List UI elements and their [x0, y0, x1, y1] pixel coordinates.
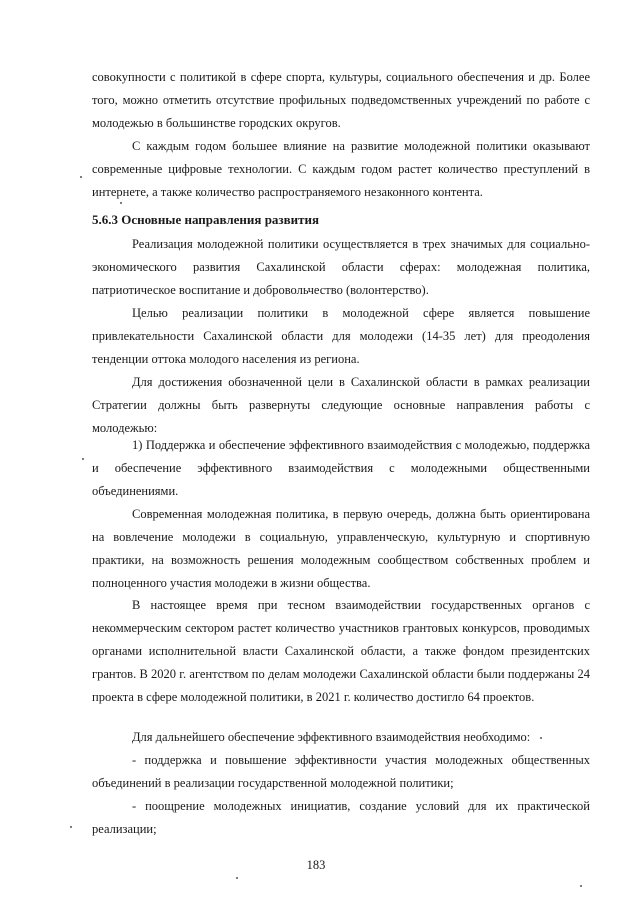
- paragraph-item-1: 1) Поддержка и обеспечение эффективного взаимодействия с молодежью, поддержка и обеспечение эффективного взаимодействия с молодежными общественными объединениями.: [92, 438, 590, 498]
- paragraph-modern-policy: Современная молодежная политика, в первую очередь, должна быть ориентирована на вовлечение молодежи в социальную, управленческую, культурную и спортивную практики, на возможность решения молодежным сообществом собственных проблем и полноценного участия молодежи в жизни общества.: [92, 507, 590, 590]
- paragraph-continuation: совокупности с политикой в сфере спорта, культуры, социального обеспечения и др. Более того, можно отметить отсутствие профильных подведомственных учреждений по работе с молодежью в большинстве городских округов.: [92, 70, 590, 130]
- list-item-support: - поддержка и повышение эффективности участия молодежных общественных объединений в реализации государственной молодежной политики;: [92, 753, 590, 790]
- scan-speck: [580, 885, 582, 887]
- scan-speck: [540, 737, 542, 739]
- section-heading: 5.6.3 Основные направления развития: [92, 212, 320, 227]
- scan-speck: [80, 176, 82, 178]
- paragraph-necessary: Для дальнейшего обеспечение эффективного взаимодействия необходимо:: [132, 730, 531, 744]
- list-item-encouragement: - поощрение молодежных инициатив, создание условий для их практической реализации;: [92, 799, 590, 836]
- paragraph-goal: Целью реализации политики в молодежной сфере является повышение привлекательности Сахалинской области для молодежи (14-35 лет) для преодоления тенденции оттока молодого населения из региона.: [92, 306, 590, 366]
- paragraph-directions: Для достижения обозначенной цели в Сахалинской области в рамках реализации Стратегии должны быть развернуты следующие основные направления работы с молодежью:: [92, 375, 590, 435]
- scan-speck: [120, 202, 122, 204]
- paragraph-implementation: Реализация молодежной политики осуществляется в трех значимых для социально-экономического развития Сахалинской области сферах: молодежная политика, патриотическое воспитание и добровольчество (волонтерство).: [92, 237, 590, 297]
- scan-speck: [70, 826, 72, 828]
- paragraph-digital-technologies: С каждым годом большее влияние на развитие молодежной политики оказывают современные цифровые технологии. С каждым годом растет количество преступлений в интернете, а также количество распространяемого незаконного контента.: [92, 139, 590, 199]
- page-number: 183: [306, 858, 326, 872]
- paragraph-grants: В настоящее время при тесном взаимодействии государственных органов с некоммерческим сектором растет количество участников грантовых конкурсов, проводимых органами исполнительной власти Сахалинской области, а также фондом президентских грантов. В 2020 г. агентством по делам молодежи Сахалинской области были поддержаны 24 проекта в сфере молодежной политики, в 2021 г. количество достигло 64 проектов.: [92, 598, 590, 704]
- scan-speck: [82, 458, 84, 460]
- scan-speck: [236, 877, 238, 879]
